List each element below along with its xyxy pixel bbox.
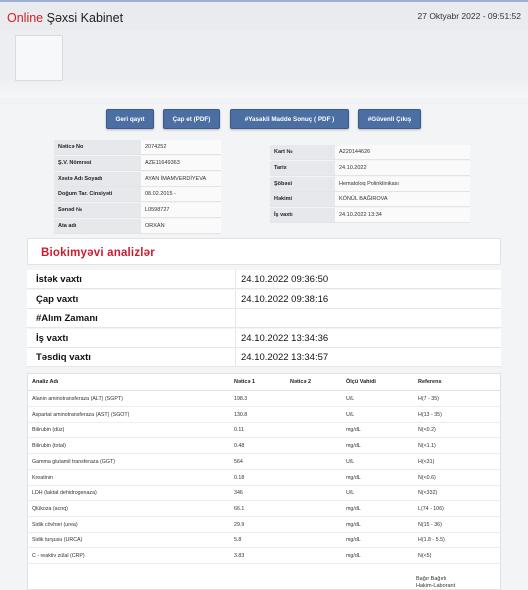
table-row [28,485,500,501]
info-label: Tarix [270,161,335,175]
back-button[interactable]: Geri qayıt [106,109,154,129]
print-pdf-button[interactable]: Çap et (PDF) [163,109,220,129]
info-row [270,192,470,207]
info-row [54,219,221,234]
section-header [27,238,501,265]
info-label: Ş.V. Nömrəsi [54,156,141,170]
info-label: Sənəd № [54,203,141,217]
signature-role: Hakim-Laborant [416,583,456,589]
cell-unit: mg/dL [346,521,361,528]
cell-result-1: 0.18 [234,474,245,481]
cell-analysis-name: Sidik cövhəri (urea) [32,521,78,528]
cell-analysis-name: Gamma glutamil transferaza (GGT) [32,458,116,465]
info-row [54,203,221,218]
cell-analysis-name: Bilirubin (düz) [32,427,65,434]
cell-reference: L(74 - 106) [418,505,444,512]
cell-result-1: 198.3 [234,396,248,402]
cell-reference: N(<5) [418,553,432,559]
current-datetime: 27 Oktyabr 2022 - 09:51:52 [417,11,521,21]
time-label: İş vaxtı [36,332,69,344]
cell-unit: U/L [346,458,355,465]
cell-reference: H(7 - 35) [418,396,439,402]
cell-result-1: 564 [234,458,243,465]
cell-reference: N(15 - 36) [418,521,442,528]
time-label: #Alım Zamanı [36,313,98,325]
table-row [28,391,500,407]
info-row [270,145,470,160]
brand-cabinet: Şəxsi Kabinet [43,11,124,25]
col-header-unit: Ölçü Vahidi [346,379,376,385]
cell-result-1: 0.48 [234,443,245,450]
cell-unit: mg/dL [346,443,361,450]
time-label: İstək vaxtı [36,274,82,285]
results-header [28,374,500,391]
col-header-reference: Referens [418,379,442,385]
table-row [28,501,500,517]
cell-analysis-name: C - reaktiv zülal (CRP) [32,553,85,559]
profile-band [0,30,528,98]
app-title [7,11,123,25]
cell-result-1: 0.11 [234,427,244,434]
time-row [27,290,501,309]
table-row [28,517,500,533]
info-value: 24.10.2022 [335,161,470,175]
time-label: Təsdiq vaxtı [36,352,91,364]
time-row [27,329,501,348]
info-label: Nəticə No [54,140,141,154]
time-row [27,270,501,289]
info-value: Hematoloq Polinklinikası [335,177,470,191]
cell-unit: mg/dL [346,553,361,559]
cell-reference: N(<332) [418,490,438,497]
info-label: İş vaxtı [270,208,335,222]
info-value: A220144626 [335,145,470,159]
table-row [28,422,500,438]
patient-photo [15,35,63,81]
cell-unit: mg/dL [346,427,361,434]
time-separator [235,290,236,309]
signature-name: Bağır Bağırlı [416,576,447,582]
cell-analysis-name: LDH (laktat dehidrogenaza) [32,490,97,497]
time-value: 24.10.2022 13:34:57 [241,352,329,364]
info-value: L0598727 [141,203,221,217]
cell-unit: mg/dL [346,474,361,481]
time-separator [235,270,236,289]
signature [416,576,455,590]
info-row [54,187,221,202]
time-label: Çap vaxtı [36,293,79,305]
brand-online: Online [7,11,44,25]
info-value: ORXAN [141,219,221,233]
cell-reference: N(<1.1) [418,443,436,450]
table-row [28,532,500,548]
section-title: Biokimyəvi analizlər [41,247,155,259]
info-value: KÖNÜL BAĞIROVA [335,192,470,206]
time-value: 24.10.2022 13:34:36 [241,332,329,344]
cell-analysis-name: Aspartat aminotransferaza (AST) (SGOT) [32,411,130,418]
col-header-analysis: Analiz Adı [32,379,59,385]
cell-unit: mg/dL [346,505,361,512]
cell-reference: N(<0.6) [418,474,436,481]
cell-analysis-name: Bilirubin (total) [32,443,66,450]
info-value: AYAN İMAMVERDİYEVA [141,172,221,186]
info-value: AZE11649363 [141,156,221,170]
time-separator [235,329,236,348]
top-bar [0,0,528,30]
final-result-pdf-button[interactable]: #Yasakli Madde Sonuç ( PDF ) [230,109,349,129]
info-row [54,156,221,171]
info-label: Ata adı [54,219,141,233]
cell-analysis-name: Sidik turşusu (URCA) [32,537,83,544]
info-row [270,208,470,223]
info-row [54,140,221,155]
table-row [28,407,500,423]
info-value: 24.10.2022 13:34 [335,208,470,222]
cell-analysis-name: Kreatinin [32,474,53,481]
info-row [270,177,470,192]
info-row [270,161,470,176]
cell-result-1: 66.1 [234,505,245,512]
info-value: 2074252 [141,140,221,154]
col-header-result2: Nəticə 2 [290,379,312,385]
cell-result-1: 130.8 [234,411,248,418]
cell-unit: U/L [346,396,355,402]
cell-unit: U/L [346,411,355,418]
cell-result-1: 5.8 [234,537,242,544]
cell-unit: mg/dL [346,537,361,544]
info-label: Kart № [270,145,335,159]
time-separator [235,348,236,367]
cell-result-1: 3.83 [234,553,245,559]
info-label: Həkimi [270,192,335,206]
table-row [28,438,500,454]
time-row [27,348,501,367]
time-value: 24.10.2022 09:36:50 [241,274,329,285]
info-label: Doğum Tar. Cinsiyəti [54,187,141,201]
cell-reference: N(<0.2) [418,427,436,434]
cell-reference: H(13 - 35) [418,411,442,418]
cell-analysis-name: Alanin aminotransferaza (ALT) (SGPT) [32,396,123,402]
cell-result-1: 346 [234,490,243,497]
cell-result-1: 29.9 [234,521,245,528]
safe-logout-button[interactable]: #Güvenli Çıkış [358,109,421,129]
cell-reference: H(<31) [418,458,435,465]
info-label: Şöbəsi [270,177,335,191]
table-row [28,470,500,486]
table-row [28,454,500,470]
band-divider [0,98,528,108]
results-table [27,373,501,590]
time-value: 24.10.2022 09:38:16 [241,293,329,305]
table-row [28,548,500,564]
col-header-result1: Nəticə 1 [234,379,256,385]
cell-unit: U/L [346,490,355,497]
time-row [27,309,501,328]
info-label: Xəstə Adı Soyadı [54,172,141,186]
info-row [54,172,221,187]
info-value: 08.02.2015 - [141,187,221,201]
time-separator [235,309,236,328]
cell-reference: H(1.8 - 5.5) [418,537,445,544]
cell-analysis-name: Qlükoza (acnq) [32,505,68,512]
